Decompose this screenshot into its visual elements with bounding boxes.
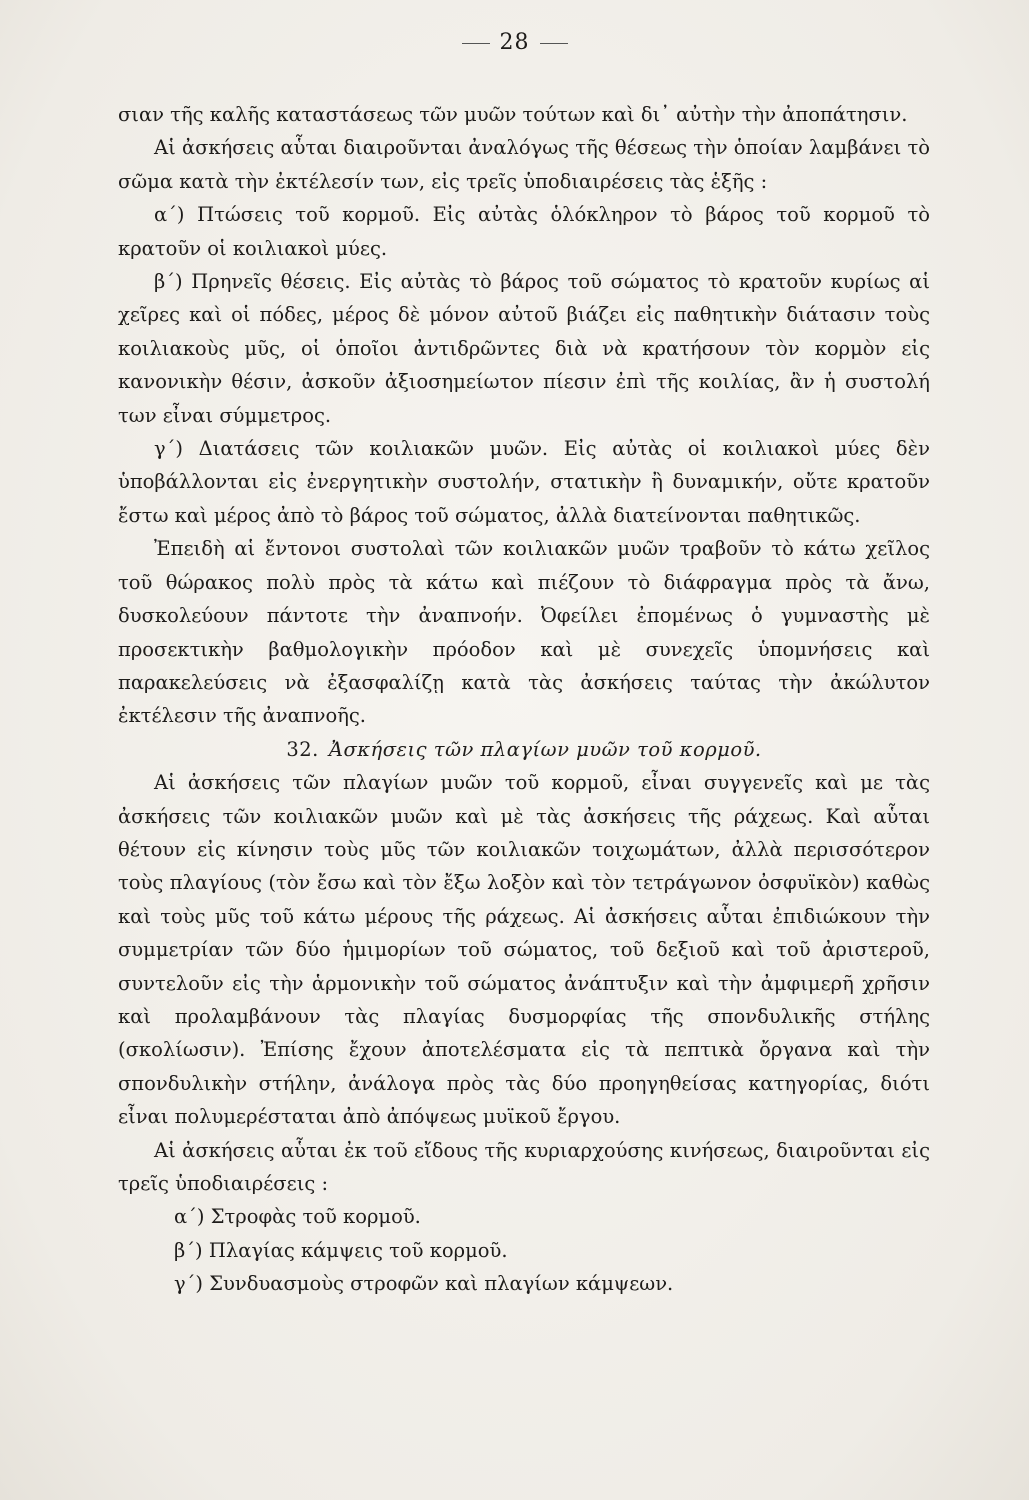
list-item-a: α΄) Πτώσεις τοῦ κορμοῦ. Εἰς αὐτὰς ὁλόκληρον τὸ βάρος τοῦ κορμοῦ τὸ κρατοῦν οἱ κοιλιακοὶ μύες.: [118, 203, 930, 260]
list-item-c: γ΄) Διατάσεις τῶν κοιλιακῶν μυῶν. Εἰς αὐτὰς οἱ κοιλιακοὶ μύες δὲν ὑποβάλλονται εἰς ἐνεργητικὴν συστολήν, στατικὴν ἢ δυναμικήν, οὔτε κρατοῦν ἔστω καὶ μέρος ἀπὸ τὸ βάρος τοῦ σώματος, ἀλλὰ διατείνονται παθητικῶς.: [118, 437, 930, 527]
page-body: [118, 98, 930, 1301]
paragraph-breathing: Ἐπειδὴ αἱ ἔντονοι συστολαὶ τῶν κοιλιακῶν μυῶν τραβοῦν τὸ κάτω χεῖλος τοῦ θώρακος πολὺ πρὸς τὰ κάτω καὶ πιέζουν τὸ διάφραγμα πρὸς τὰ ἄνω, δυσκολεύουν πάντοτε τὴν ἀναπνοήν. Ὀφείλει ἐπομένως ὁ γυμναστὴς μὲ προσεκτικὴν βαθμολογικὴν πρόοδον καὶ μὲ συνεχεῖς ὑπομνήσεις καὶ παρακελεύσεις νὰ ἐξασφαλίζῃ κατὰ τὰς ἀσκήσεις ταύτας τὴν ἀκώλυτον ἐκτέλεσιν τῆς ἀναπνοῆς.: [118, 537, 930, 728]
page-number-dash-left: [462, 43, 490, 44]
page-number-text: 28: [499, 30, 530, 55]
list-item-b: β΄) Πρηνεῖς θέσεις. Εἰς αὐτὰς τὸ βάρος τοῦ σώματος τὸ κρατοῦν κυρίως αἱ χεῖρες καὶ οἱ πόδες, μέρος δὲ μόνον αὐτοῦ βιάζει εἰς παθητικὴν διάτασιν τοὺς κοιλιακοὺς μῦς, οἱ ὁποῖοι ἀντιδρῶντες διὰ νὰ κρατήσουν τὸν κορμὸν εἰς κανονικὴν θέσιν, ἀσκοῦν ἀξιοσημείωτον πίεσιν ἐπὶ τῆς κοιλίας, ἂν ἡ συστολή των εἶναι σύμμετρος.: [118, 270, 930, 427]
sub-item-lateral-bends: β΄) Πλαγίας κάμψεις τοῦ κορμοῦ.: [174, 1238, 508, 1262]
paragraph-subdivisions: Αἱ ἀσκήσεις αὗται ἐκ τοῦ εἴδους τῆς κυριαρχούσης κινήσεως, διαιροῦνται εἰς τρεῖς ὑποδιαιρέσεις :: [118, 1138, 930, 1195]
section-heading-number: 32.: [286, 737, 319, 761]
paragraph-lateral-muscles: Αἱ ἀσκήσεις τῶν πλαγίων μυῶν τοῦ κορμοῦ, εἶναι συγγενεῖς καὶ με τὰς ἀσκήσεις τῶν κοιλιακῶν μυῶν καὶ μὲ τὰς ἀσκήσεις τῆς ράχεως. Καὶ αὗται θέτουν εἰς κίνησιν τοὺς μῦς τῶν κοιλιακῶν τοιχωμάτων, ἀλλὰ περισσότερον τοὺς πλαγίους (τὸν ἔσω καὶ τὸν ἔξω λοξὸν καὶ τὸν τετράγωνον ὀσφυϊκὸν) καθὼς καὶ τοὺς μῦς τοῦ κάτω μέρους τῆς ράχεως. Αἱ ἀσκήσεις αὗται ἐπιδιώκουν τὴν συμμετρίαν τῶν δύο ἡμιμορίων τοῦ σώματος, τοῦ δεξιοῦ καὶ τοῦ ἀριστεροῦ, συντελοῦν εἰς τὴν ἁρμονικὴν τοῦ σώματος ἀνάπτυξιν καὶ τὴν ἀμφιμερῆ χρῆσιν καὶ προλαμβάνουν τὰς πλαγίας δυσμορφίας τῆς σπονδυλικῆς στήλης (σκολίωσιν). Ἐπίσης ἔχουν ἀποτελέσματα εἰς τὰ πεπτικὰ ὄργανα καὶ τὴν σπονδυλικὴν στήλην, ἀνάλογα πρὸς τὰς δύο προηγηθείσας κατηγορίας, διότι εἶναι πολυμερέσταται ἀπὸ ἀπόψεως μυϊκοῦ ἔργου.: [118, 771, 930, 1129]
section-heading: [118, 733, 930, 766]
sub-item-combinations: γ΄) Συνδυασμοὺς στροφῶν καὶ πλαγίων κάμψεων.: [174, 1272, 674, 1296]
page-number: [0, 30, 1029, 55]
paragraph-continuation: σιαν τῆς καλῆς καταστάσεως τῶν μυῶν τούτων καὶ δι᾽ αὐτὴν τὴν ἀποπάτησιν.: [118, 103, 908, 126]
paragraph-divisions: Αἱ ἀσκήσεις αὗται διαιροῦνται ἀναλόγως τῆς θέσεως τὴν ὁποίαν λαμβάνει τὸ σῶμα κατὰ τὴν ἐκτέλεσίν των, εἰς τρεῖς ὑποδιαιρέσεις τὰς ἑξῆς :: [118, 136, 930, 193]
page-number-dash-right: [540, 43, 568, 44]
sub-item-rotations: α΄) Στροφὰς τοῦ κορμοῦ.: [174, 1205, 421, 1229]
section-heading-title: Ἀσκήσεις τῶν πλαγίων μυῶν τοῦ κορμοῦ.: [328, 737, 762, 761]
